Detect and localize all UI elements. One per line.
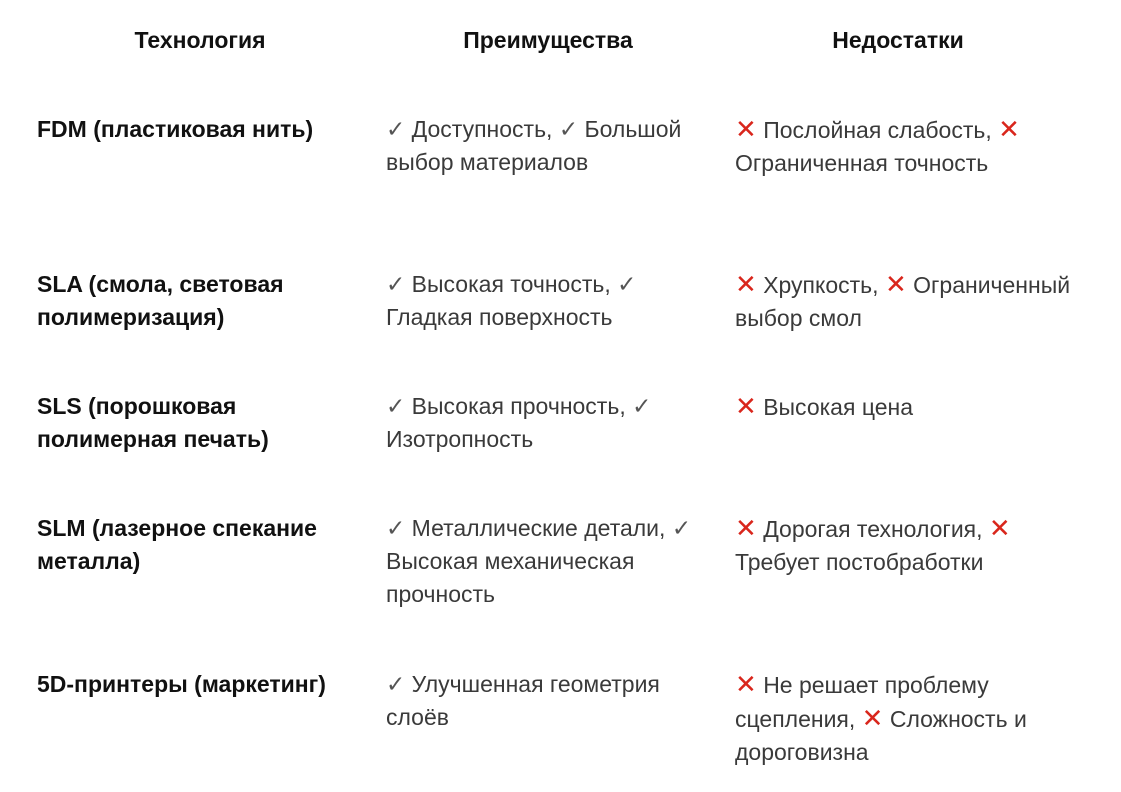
- advantage-item: Высокая механическая прочность: [386, 548, 635, 607]
- disadvantage-item: Сложность и дороговизна: [735, 706, 1027, 765]
- disadvantage-item: Высокая цена: [763, 394, 914, 420]
- disadvantage-item: Не решает проблему сцепления,: [735, 672, 989, 732]
- row-advantages: [386, 390, 721, 456]
- row-advantages: [386, 268, 721, 334]
- row-advantages: [386, 668, 721, 734]
- cross-icon: ✕: [884, 269, 907, 299]
- advantage-item: Изотропность: [386, 426, 534, 452]
- row-technology: FDM (пластиковая нить): [37, 116, 314, 142]
- check-icon: ✓: [386, 393, 406, 419]
- advantage-item: Гладкая поверхность: [386, 304, 613, 330]
- check-icon: ✓: [632, 393, 652, 419]
- row-disadvantages: [735, 390, 1080, 424]
- row-technology: SLA (смола, световая полимеризация): [37, 271, 284, 330]
- row-technology: 5D-принтеры (маркетинг): [37, 671, 326, 697]
- row-disadvantages: [735, 668, 1080, 769]
- advantage-item: Большой выбор материалов: [386, 116, 682, 175]
- check-icon: ✓: [617, 271, 637, 297]
- disadvantage-item: Послойная слабость,: [763, 117, 992, 143]
- check-icon: ✓: [386, 671, 406, 697]
- cross-icon: ✕: [861, 703, 884, 733]
- check-icon: ✓: [386, 116, 406, 142]
- header-disadvantages: Недостатки: [832, 27, 964, 53]
- disadvantage-item: Ограниченная точность: [735, 150, 989, 176]
- cross-icon: ✕: [735, 669, 757, 699]
- row-advantages: [386, 512, 721, 611]
- row-technology: SLM (лазерное спекание металла): [37, 515, 317, 574]
- advantage-item: Металлические детали,: [411, 515, 666, 541]
- check-icon: ✓: [386, 515, 406, 541]
- cross-icon: ✕: [735, 391, 757, 421]
- check-icon: ✓: [558, 116, 579, 142]
- cross-icon: ✕: [735, 513, 757, 543]
- disadvantage-item: Дорогая технология,: [763, 516, 983, 542]
- cross-icon: ✕: [998, 114, 1020, 144]
- disadvantage-item: Требует постобработки: [735, 549, 984, 575]
- advantage-item: Доступность,: [411, 116, 553, 142]
- cross-icon: ✕: [735, 269, 757, 299]
- advantage-item: Высокая прочность,: [411, 393, 626, 419]
- advantage-item: Высокая точность,: [411, 271, 611, 297]
- cross-icon: ✕: [988, 513, 1011, 543]
- row-advantages: [386, 113, 721, 179]
- disadvantage-item: Хрупкость,: [763, 272, 879, 298]
- header-technology: Технология: [134, 27, 266, 53]
- row-technology: SLS (порошковая полимерная печать): [37, 393, 269, 452]
- cross-icon: ✕: [735, 114, 757, 144]
- row-disadvantages: [735, 113, 1080, 180]
- check-icon: ✓: [386, 271, 406, 297]
- advantage-item: Улучшенная геометрия слоёв: [386, 671, 660, 730]
- disadvantage-item: Ограниченный выбор смол: [735, 272, 1071, 331]
- header-advantages: Преимущества: [463, 27, 633, 53]
- check-icon: ✓: [671, 515, 692, 541]
- row-disadvantages: [735, 512, 1080, 579]
- row-disadvantages: [735, 268, 1080, 335]
